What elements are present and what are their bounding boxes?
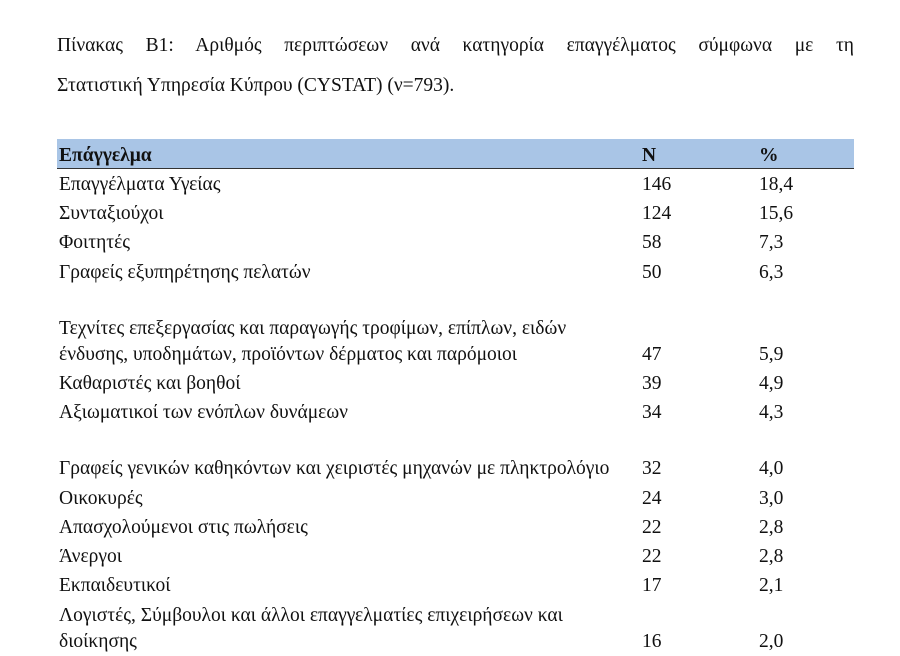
cell-n: 17	[642, 575, 662, 597]
cell-occupation-text: Τεχνίτες επεξεργασίας και παραγωγής τροφίμων, επίπλων, ειδών ένδυσης, υποδημάτων, προϊόντων δέρματος και παρόμοιοι	[59, 317, 567, 365]
cell-percent: 7,3	[759, 232, 784, 254]
cell-percent: 4,9	[759, 372, 784, 394]
cell-n: 146	[642, 173, 672, 195]
cell-percent: 2,8	[759, 516, 784, 538]
cell-occupation: Άνεργοι	[59, 546, 122, 568]
cell-n: 34	[642, 402, 662, 424]
cell-percent: 4,3	[759, 402, 784, 424]
cell-n: 16	[642, 631, 662, 653]
cell-occupation: Απασχολούμενοι στις πωλήσεις	[59, 516, 308, 538]
cell-occupation	[57, 286, 640, 368]
cell-percent: 6,3	[759, 261, 784, 283]
table-row	[57, 256, 854, 285]
cell-n: 22	[642, 546, 662, 568]
cell-occupation: Φοιτητές	[59, 232, 131, 254]
table-row	[57, 482, 854, 511]
cell-percent: 15,6	[759, 203, 794, 225]
cell-occupation: Αξιωματικοί των ενόπλων δυνάμεων	[59, 402, 348, 424]
cell-percent: 2,0	[759, 631, 784, 653]
table-row	[57, 397, 854, 426]
cell-occupation-text: Λογιστές, Σύμβουλοι και άλλοι επαγγελματίες επιχειρήσεων και διοίκησης	[59, 605, 563, 653]
cell-percent: 4,0	[759, 458, 784, 480]
cell-n: 58	[642, 232, 662, 254]
table-row	[57, 198, 854, 227]
cell-percent: 2,1	[759, 575, 784, 597]
cell-n: 24	[642, 487, 662, 509]
cell-percent: 2,8	[759, 546, 784, 568]
table-row	[57, 169, 854, 198]
cell-n: 39	[642, 372, 662, 394]
table-row	[57, 541, 854, 570]
table-row	[57, 512, 854, 541]
cell-occupation: Καθαριστές και βοηθοί	[59, 372, 241, 394]
cell-n: 32	[642, 458, 662, 480]
table-row	[57, 599, 854, 655]
caption-line-1: Πίνακας Β1: Αριθμός περιπτώσεων ανά κατηγορία επαγγέλματος σύμφωνα με τη	[57, 35, 854, 56]
cell-occupation: Οικοκυρές	[59, 487, 143, 509]
cell-occupation-text: Γραφείς γενικών καθηκόντων και χειριστές μηχανών με πληκτρολόγιο	[59, 458, 610, 480]
header-percent: %	[757, 139, 854, 169]
cell-n: 50	[642, 261, 662, 283]
cell-occupation: Συνταξιούχοι	[59, 203, 164, 225]
table-row	[57, 570, 854, 599]
cell-n: 124	[642, 203, 672, 225]
table-caption	[57, 26, 854, 106]
cell-occupation	[57, 599, 640, 655]
cell-occupation: Γραφείς εξυπηρέτησης πελατών	[59, 261, 311, 283]
cell-occupation: Επαγγέλματα Υγείας	[59, 173, 221, 195]
cell-percent: 18,4	[759, 173, 794, 195]
table-row	[57, 368, 854, 397]
table-row	[57, 227, 854, 256]
table-row	[57, 426, 854, 482]
cell-occupation	[57, 426, 640, 482]
cell-percent: 5,9	[759, 343, 784, 365]
table-header-row	[57, 139, 854, 169]
table-row	[57, 286, 854, 368]
occupation-table	[57, 139, 854, 655]
cell-occupation: Εκπαιδευτικοί	[59, 575, 171, 597]
header-occupation: Επάγγελμα	[57, 139, 640, 169]
cell-percent: 3,0	[759, 487, 784, 509]
cell-n: 47	[642, 343, 662, 365]
cell-n: 22	[642, 516, 662, 538]
header-n: N	[640, 139, 757, 169]
caption-line-2: Στατιστική Υπηρεσία Κύπρου (CYSTAT) (ν=793).	[57, 75, 455, 96]
